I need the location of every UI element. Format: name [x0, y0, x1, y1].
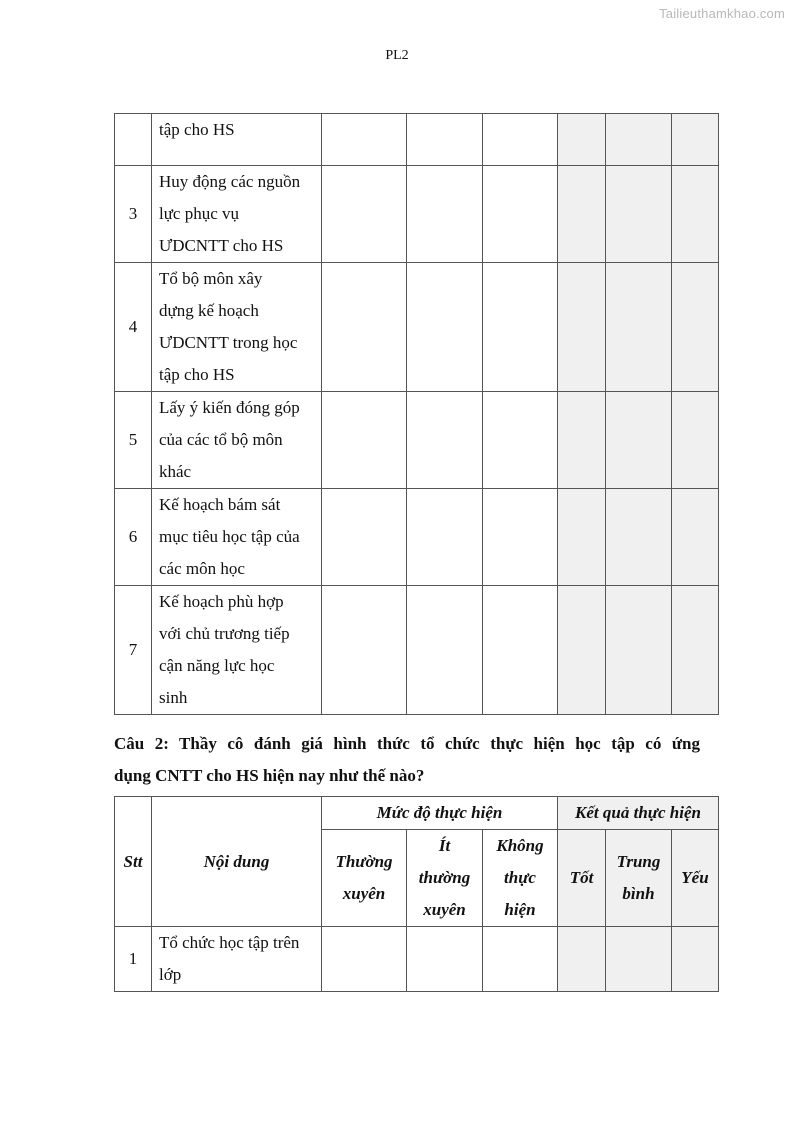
- row-number: [115, 114, 152, 166]
- result-cell[interactable]: [606, 586, 672, 715]
- question-2: [114, 728, 700, 792]
- row-content: [152, 489, 322, 586]
- result-cell[interactable]: [606, 263, 672, 392]
- result-cell[interactable]: [606, 114, 672, 166]
- level-cell[interactable]: [322, 263, 407, 392]
- row-content-line: tập cho HS: [159, 120, 235, 139]
- header-not-implemented: Không thực hiện: [483, 830, 558, 927]
- row-number: 3: [115, 166, 152, 263]
- level-cell[interactable]: [407, 927, 483, 992]
- table-row: [115, 263, 719, 392]
- table-row: [115, 489, 719, 586]
- header-regularly: Thường xuyên: [322, 830, 407, 927]
- row-content-line: Huy động các nguồn: [159, 172, 301, 191]
- row-content-line: Kế hoạch phù hợp: [159, 592, 284, 611]
- row-content: [152, 927, 322, 992]
- result-cell[interactable]: [606, 927, 672, 992]
- result-cell[interactable]: [558, 586, 606, 715]
- result-cell[interactable]: [558, 166, 606, 263]
- table-row: [115, 166, 719, 263]
- level-cell[interactable]: [322, 166, 407, 263]
- level-cell[interactable]: [407, 392, 483, 489]
- row-number: 4: [115, 263, 152, 392]
- level-cell[interactable]: [483, 114, 558, 166]
- level-cell[interactable]: [322, 114, 407, 166]
- row-content-line: khác: [159, 462, 192, 481]
- header-content: Nội dung: [152, 797, 322, 927]
- level-cell[interactable]: [483, 489, 558, 586]
- level-cell[interactable]: [322, 392, 407, 489]
- level-cell[interactable]: [407, 166, 483, 263]
- result-cell[interactable]: [558, 489, 606, 586]
- result-cell[interactable]: [558, 114, 606, 166]
- row-content-line: sinh: [159, 688, 188, 707]
- organization-form-table: [114, 796, 719, 992]
- row-content-line: Tổ bộ môn xây: [159, 269, 263, 288]
- row-content-line: ƯDCNTT cho HS: [159, 236, 284, 255]
- level-cell[interactable]: [322, 927, 407, 992]
- level-cell[interactable]: [483, 166, 558, 263]
- level-cell[interactable]: [483, 927, 558, 992]
- header-implementation-result: Kết quả thực hiện: [558, 797, 719, 830]
- header-implementation-level: Mức độ thực hiện: [322, 797, 558, 830]
- row-content-line: dựng kế hoạch: [159, 301, 259, 320]
- result-cell[interactable]: [606, 489, 672, 586]
- level-cell[interactable]: [407, 489, 483, 586]
- row-number: 6: [115, 489, 152, 586]
- level-cell[interactable]: [483, 392, 558, 489]
- row-content-line: tập cho HS: [159, 365, 235, 384]
- row-content-line: Kế hoạch bám sát: [159, 495, 281, 514]
- evaluation-table-continued: [114, 113, 719, 715]
- header-good: Tốt: [558, 830, 606, 927]
- row-content-line: cận năng lực học: [159, 656, 275, 675]
- row-content-line: lực phục vụ: [159, 204, 240, 223]
- result-cell[interactable]: [672, 114, 719, 166]
- header-rarely: Ít thường xuyên: [407, 830, 483, 927]
- level-cell[interactable]: [483, 263, 558, 392]
- page-label: PL2: [385, 48, 409, 63]
- row-content-line: Lấy ý kiến đóng góp: [159, 398, 300, 417]
- row-content: [152, 114, 322, 166]
- row-content-line: ƯDCNTT trong học: [159, 333, 298, 352]
- result-cell[interactable]: [672, 586, 719, 715]
- table-row: [115, 586, 719, 715]
- row-number: 7: [115, 586, 152, 715]
- row-number: 5: [115, 392, 152, 489]
- row-number: 1: [115, 927, 152, 992]
- level-cell[interactable]: [322, 489, 407, 586]
- result-cell[interactable]: [672, 166, 719, 263]
- row-content-line: lớp: [159, 965, 182, 984]
- watermark: Tailieuthamkhao.com: [659, 6, 785, 21]
- row-content-line: các môn học: [159, 559, 245, 578]
- result-cell[interactable]: [606, 392, 672, 489]
- row-content: [152, 392, 322, 489]
- row-content-line: với chủ trương tiếp: [159, 624, 290, 643]
- row-content-line: Tổ chức học tập trên: [159, 933, 300, 952]
- result-cell[interactable]: [558, 392, 606, 489]
- table-row: [115, 114, 719, 166]
- result-cell[interactable]: [558, 927, 606, 992]
- level-cell[interactable]: [407, 586, 483, 715]
- result-cell[interactable]: [672, 392, 719, 489]
- header-weak: Yếu: [672, 830, 719, 927]
- level-cell[interactable]: [322, 586, 407, 715]
- row-content: [152, 166, 322, 263]
- question-2-line-1: Câu 2: Thầy cô đánh giá hình thức tổ chức thực hiện học tập có ứng: [114, 734, 700, 753]
- result-cell[interactable]: [672, 927, 719, 992]
- row-content-line: của các tổ bộ môn: [159, 430, 283, 449]
- header-stt: Stt: [115, 797, 152, 927]
- level-cell[interactable]: [483, 586, 558, 715]
- row-content-line: mục tiêu học tập của: [159, 527, 300, 546]
- result-cell[interactable]: [558, 263, 606, 392]
- result-cell[interactable]: [672, 489, 719, 586]
- header-average: Trung bình: [606, 830, 672, 927]
- question-2-line-2: dụng CNTT cho HS hiện nay như thế nào?: [114, 766, 425, 785]
- table-row: [115, 927, 719, 992]
- row-content: [152, 263, 322, 392]
- level-cell[interactable]: [407, 263, 483, 392]
- level-cell[interactable]: [407, 114, 483, 166]
- row-content: [152, 586, 322, 715]
- result-cell[interactable]: [606, 166, 672, 263]
- table-row: [115, 392, 719, 489]
- result-cell[interactable]: [672, 263, 719, 392]
